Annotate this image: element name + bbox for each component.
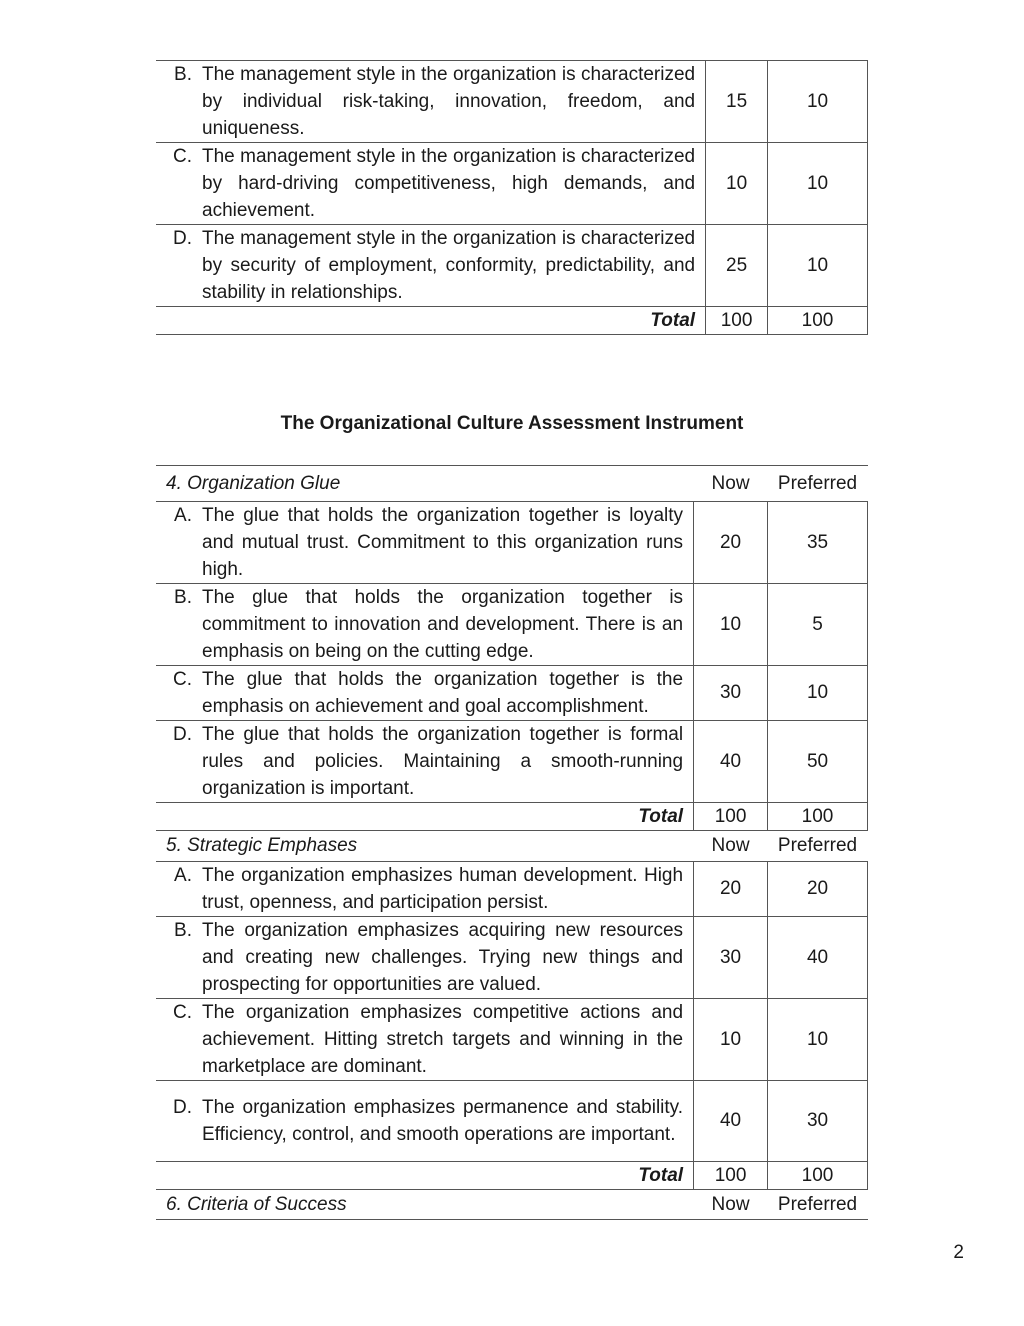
now-value: 40 bbox=[694, 1081, 768, 1162]
total-preferred: 100 bbox=[768, 803, 868, 831]
total-label: Total bbox=[156, 803, 694, 831]
section-header bbox=[156, 831, 868, 862]
total-now: 100 bbox=[706, 307, 768, 335]
preferred-header: Preferred bbox=[768, 831, 868, 862]
now-value: 30 bbox=[694, 917, 768, 999]
table-row bbox=[156, 225, 868, 307]
preferred-header: Preferred bbox=[768, 466, 868, 502]
now-value: 40 bbox=[694, 721, 768, 803]
section-heading: 6. Criteria of Success bbox=[156, 1190, 694, 1220]
section-heading: 5. Strategic Emphases bbox=[156, 831, 694, 862]
table-row bbox=[156, 862, 868, 917]
table-row bbox=[156, 721, 868, 803]
item-letter: B. bbox=[174, 587, 192, 608]
item-text: The glue that holds the organization together is commitment to innovation and development. There is an emphasis on being on the cutting edge. bbox=[202, 587, 684, 662]
table-row bbox=[156, 999, 868, 1081]
preferred-value: 35 bbox=[768, 502, 868, 584]
page-number: 2 bbox=[953, 1242, 964, 1263]
total-row bbox=[156, 307, 868, 335]
now-value: 10 bbox=[694, 584, 768, 666]
preferred-value: 10 bbox=[768, 61, 868, 143]
item-text: The organization emphasizes permanence and stability. Efficiency, control, and smooth operations are important. bbox=[202, 1097, 684, 1145]
total-preferred: 100 bbox=[768, 1162, 868, 1190]
item-text: The organization emphasizes competitive actions and achievement. Hitting stretch targets and winning in the marketplace are dominant. bbox=[202, 1002, 684, 1077]
now-value: 10 bbox=[706, 143, 768, 225]
item-text: The management style in the organization is characterized by hard-driving competitiveness, high demands, and achievement. bbox=[202, 146, 696, 221]
total-row bbox=[156, 803, 868, 831]
table-row bbox=[156, 1081, 868, 1162]
item-text: The management style in the organization is characterized by individual risk-taking, innovation, freedom, and uniqueness. bbox=[202, 64, 696, 139]
total-label: Total bbox=[156, 307, 706, 335]
preferred-value: 5 bbox=[768, 584, 868, 666]
now-value: 20 bbox=[694, 502, 768, 584]
preferred-value: 50 bbox=[768, 721, 868, 803]
preferred-value: 40 bbox=[768, 917, 868, 999]
item-letter: D. bbox=[173, 1097, 192, 1118]
now-header: Now bbox=[694, 831, 768, 862]
item-letter: B. bbox=[174, 64, 192, 85]
table-row bbox=[156, 917, 868, 999]
item-letter: B. bbox=[174, 920, 192, 941]
preferred-value: 30 bbox=[768, 1081, 868, 1162]
now-value: 25 bbox=[706, 225, 768, 307]
item-text: The management style in the organization is characterized by security of employment, conformity, predictability, and stability in relationships. bbox=[202, 228, 696, 303]
total-label: Total bbox=[156, 1162, 694, 1190]
item-letter: C. bbox=[173, 669, 192, 690]
table-row bbox=[156, 143, 868, 225]
item-letter: D. bbox=[173, 228, 192, 249]
preferred-value: 10 bbox=[768, 999, 868, 1081]
culture-assessment-table bbox=[156, 465, 868, 1220]
now-header: Now bbox=[694, 466, 768, 502]
item-text: The glue that holds the organization together is the emphasis on achievement and goal accomplishment. bbox=[202, 669, 684, 717]
total-preferred: 100 bbox=[768, 307, 868, 335]
section-title: The Organizational Culture Assessment Instrument bbox=[280, 413, 744, 434]
preferred-value: 10 bbox=[768, 225, 868, 307]
item-text: The glue that holds the organization together is loyalty and mutual trust. Commitment to this organization runs high. bbox=[202, 505, 684, 580]
table-row bbox=[156, 61, 868, 143]
item-text: The organization emphasizes human development. High trust, openness, and participation persist. bbox=[202, 865, 684, 913]
management-style-table bbox=[156, 60, 868, 335]
total-now: 100 bbox=[694, 1162, 768, 1190]
total-now: 100 bbox=[694, 803, 768, 831]
table-row bbox=[156, 502, 868, 584]
item-letter: C. bbox=[173, 1002, 192, 1023]
now-value: 20 bbox=[694, 862, 768, 917]
preferred-value: 10 bbox=[768, 143, 868, 225]
item-letter: A. bbox=[174, 505, 192, 526]
section-header bbox=[156, 1190, 868, 1220]
item-text: The glue that holds the organization together is formal rules and policies. Maintaining a smooth-running organization is important. bbox=[202, 724, 684, 799]
now-value: 10 bbox=[694, 999, 768, 1081]
now-header: Now bbox=[694, 1190, 768, 1220]
section-heading: 4. Organization Glue bbox=[156, 466, 694, 502]
preferred-value: 10 bbox=[768, 666, 868, 721]
item-letter: C. bbox=[173, 146, 192, 167]
item-letter: D. bbox=[173, 724, 192, 745]
table-row bbox=[156, 666, 868, 721]
now-value: 15 bbox=[706, 61, 768, 143]
total-row bbox=[156, 1162, 868, 1190]
preferred-header: Preferred bbox=[768, 1190, 868, 1220]
item-letter: A. bbox=[174, 865, 192, 886]
section-header bbox=[156, 466, 868, 502]
now-value: 30 bbox=[694, 666, 768, 721]
table-row bbox=[156, 584, 868, 666]
item-text: The organization emphasizes acquiring new resources and creating new challenges. Trying new things and prospecting for opportunities are valued. bbox=[202, 920, 684, 995]
preferred-value: 20 bbox=[768, 862, 868, 917]
